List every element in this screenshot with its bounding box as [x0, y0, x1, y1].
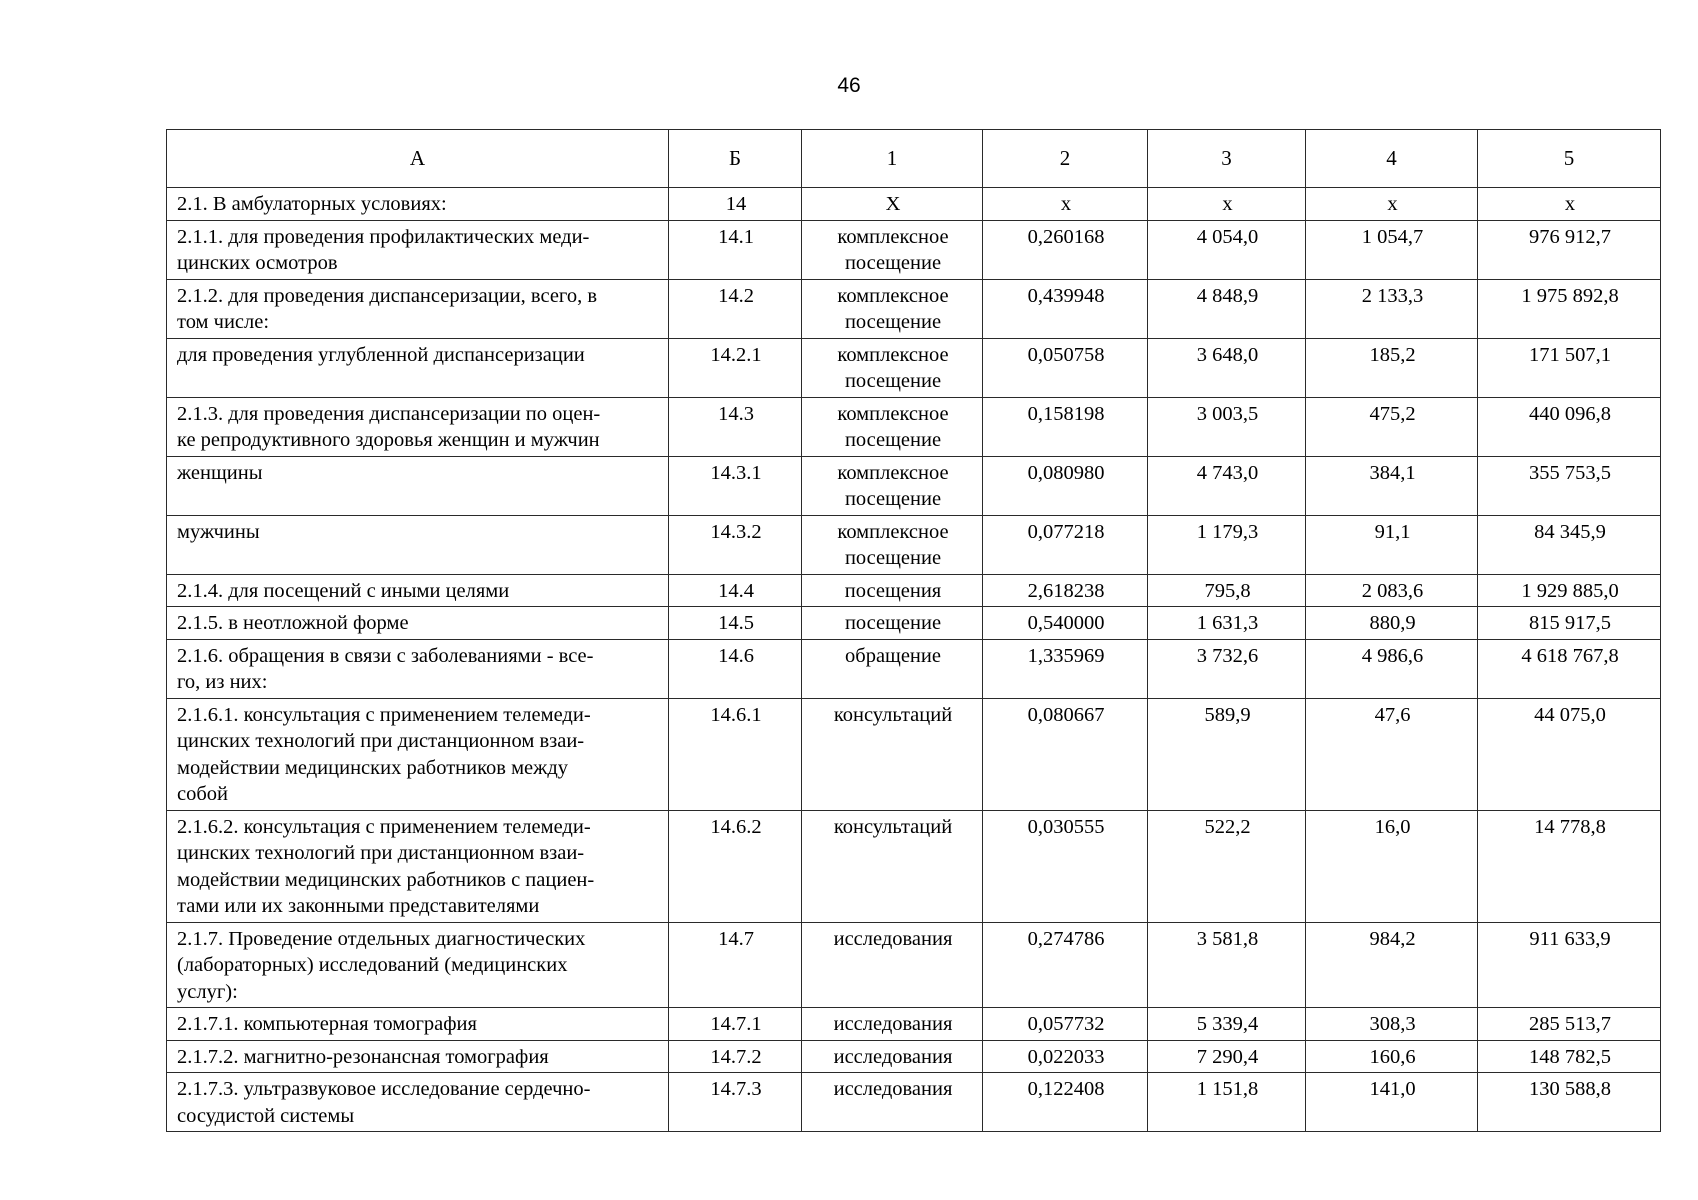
row-label-line: 2.1.5. в неотложной форме: [177, 612, 409, 634]
row-value-4: х: [1306, 188, 1478, 221]
row-label-line: 2.1.7. Проведение отдельных диагностических: [177, 927, 586, 950]
row-unit-cell: [802, 1040, 983, 1073]
row-value-4: 880,9: [1306, 607, 1478, 640]
row-label-line: для проведения углубленной диспансеризации: [177, 343, 585, 366]
row-code-cell: 14.7: [669, 922, 802, 1008]
row-unit-line: комплексное: [837, 225, 949, 248]
row-label-line: 2.1.7.1. компьютерная томография: [177, 1013, 477, 1035]
row-label-line: го, из них:: [177, 671, 268, 693]
column-header-3: 3: [1148, 130, 1306, 188]
row-unit-line: посещение: [844, 370, 942, 392]
row-code-cell: 14.3.1: [669, 456, 802, 515]
row-unit-line: комплексное: [837, 284, 949, 307]
row-value-2: 0,022033: [983, 1040, 1148, 1073]
row-label-line: 2.1.4. для посещений с иными целями: [177, 579, 510, 602]
table-row: [167, 279, 1661, 338]
row-code-cell: 14.6: [669, 639, 802, 698]
row-value-3: 7 290,4: [1148, 1040, 1306, 1073]
row-unit-line: обращение: [845, 644, 941, 667]
column-header-2: 2: [983, 130, 1148, 188]
row-label-cell: [167, 220, 669, 279]
row-code-cell: 14.3.2: [669, 515, 802, 574]
row-value-2: 0,260168: [983, 220, 1148, 279]
row-label-line: 2.1.6.1. консультация с применением телемеди-: [177, 703, 591, 726]
row-value-3: 3 003,5: [1148, 397, 1306, 456]
row-unit-line: посещение: [844, 547, 942, 569]
row-unit-line: комплексное: [837, 343, 949, 366]
row-unit-cell: [802, 639, 983, 698]
row-unit-cell: [802, 188, 983, 221]
row-value-4: 185,2: [1306, 338, 1478, 397]
row-unit-cell: [802, 1073, 983, 1132]
row-value-4: 47,6: [1306, 698, 1478, 810]
row-label-cell: [167, 698, 669, 810]
row-value-2: 1,335969: [983, 639, 1148, 698]
row-code-cell: 14.5: [669, 607, 802, 640]
row-value-3: 589,9: [1148, 698, 1306, 810]
row-label-line: (лабораторных) исследований (медицинских: [177, 954, 568, 976]
row-value-5: 171 507,1: [1478, 338, 1661, 397]
page-number: 46: [837, 74, 861, 97]
row-value-3: х: [1148, 188, 1306, 221]
row-value-2: 2,618238: [983, 574, 1148, 607]
row-unit-line: комплексное: [837, 402, 949, 425]
row-label-line: 2.1.7.2. магнитно-резонансная томография: [177, 1045, 549, 1068]
row-value-5: 355 753,5: [1478, 456, 1661, 515]
column-header-5: 5: [1478, 130, 1661, 188]
table-row: [167, 515, 1661, 574]
row-code-cell: 14.6.2: [669, 810, 802, 922]
table-row: [167, 1008, 1661, 1041]
row-unit-cell: [802, 338, 983, 397]
row-value-5: 1 975 892,8: [1478, 279, 1661, 338]
row-unit-cell: [802, 456, 983, 515]
row-value-5: х: [1478, 188, 1661, 221]
row-label-cell: [167, 1008, 669, 1041]
row-unit-line: исследования: [833, 1078, 953, 1100]
row-value-5: 285 513,7: [1478, 1008, 1661, 1041]
row-label-line: мужчины: [177, 520, 260, 543]
data-table: [166, 129, 1661, 1132]
row-value-4: 384,1: [1306, 456, 1478, 515]
column-header-4: 4: [1306, 130, 1478, 188]
row-unit-cell: [802, 607, 983, 640]
row-value-5: 14 778,8: [1478, 810, 1661, 922]
row-value-4: 1 054,7: [1306, 220, 1478, 279]
row-value-3: 1 631,3: [1148, 607, 1306, 640]
row-value-4: 2 133,3: [1306, 279, 1478, 338]
row-code-cell: 14.7.3: [669, 1073, 802, 1132]
row-label-line: 2.1.3. для проведения диспансеризации по оцен-: [177, 402, 601, 425]
row-label-cell: [167, 607, 669, 640]
table-row: [167, 639, 1661, 698]
row-value-2: 0,030555: [983, 810, 1148, 922]
row-value-3: 1 179,3: [1148, 515, 1306, 574]
row-label-cell: [167, 1040, 669, 1073]
row-label-line: 2.1.1. для проведения профилактических меди-: [177, 225, 590, 248]
table-row: [167, 338, 1661, 397]
row-label-cell: [167, 456, 669, 515]
row-value-2: х: [983, 188, 1148, 221]
row-label-line: цинских осмотров: [177, 252, 338, 274]
row-label-cell: [167, 279, 669, 338]
row-value-5: 440 096,8: [1478, 397, 1661, 456]
row-unit-cell: [802, 397, 983, 456]
row-value-4: 160,6: [1306, 1040, 1478, 1073]
row-unit-cell: [802, 220, 983, 279]
row-value-3: 4 743,0: [1148, 456, 1306, 515]
table-row: [167, 456, 1661, 515]
row-value-3: 1 151,8: [1148, 1073, 1306, 1132]
row-unit-line: исследования: [833, 1045, 953, 1068]
row-code-cell: 14.6.1: [669, 698, 802, 810]
row-value-3: 3 648,0: [1148, 338, 1306, 397]
table-row: [167, 1040, 1661, 1073]
row-label-line: цинских технологий при дистанционном взаи-: [177, 730, 585, 752]
row-label-line: 2.1.2. для проведения диспансеризации, всего, в: [177, 284, 597, 307]
row-code-cell: 14.4: [669, 574, 802, 607]
row-value-5: 911 633,9: [1478, 922, 1661, 1008]
row-value-2: 0,077218: [983, 515, 1148, 574]
row-value-3: 3 581,8: [1148, 922, 1306, 1008]
row-label-cell: [167, 922, 669, 1008]
row-label-line: 2.1.6.2. консультация с применением телемеди-: [177, 815, 591, 838]
row-label-cell: [167, 397, 669, 456]
row-value-3: 4 054,0: [1148, 220, 1306, 279]
row-unit-line: посещение: [844, 612, 942, 634]
row-value-5: 4 618 767,8: [1478, 639, 1661, 698]
row-code-cell: 14: [669, 188, 802, 221]
row-code-cell: 14.7.1: [669, 1008, 802, 1041]
row-code-cell: 14.2.1: [669, 338, 802, 397]
row-label-line: цинских технологий при дистанционном взаи-: [177, 842, 585, 864]
column-header-1: 1: [802, 130, 983, 188]
row-unit-line: Х: [885, 193, 901, 215]
row-value-5: 148 782,5: [1478, 1040, 1661, 1073]
row-label-line: собой: [177, 783, 228, 805]
row-value-2: 0,080667: [983, 698, 1148, 810]
row-value-2: 0,158198: [983, 397, 1148, 456]
row-value-4: 91,1: [1306, 515, 1478, 574]
row-label-line: модействии медицинских работников между: [177, 756, 569, 779]
row-value-3: 4 848,9: [1148, 279, 1306, 338]
row-value-4: 16,0: [1306, 810, 1478, 922]
row-label-cell: [167, 338, 669, 397]
row-unit-line: исследования: [833, 1013, 953, 1035]
table-row: [167, 397, 1661, 456]
row-unit-line: посещение: [844, 488, 942, 510]
row-unit-line: посещение: [844, 311, 942, 333]
row-value-3: 795,8: [1148, 574, 1306, 607]
row-unit-cell: [802, 1008, 983, 1041]
row-label-line: сосудистой системы: [177, 1104, 355, 1127]
row-value-2: 0,122408: [983, 1073, 1148, 1132]
row-label-cell: [167, 515, 669, 574]
row-value-2: 0,080980: [983, 456, 1148, 515]
row-label-cell: [167, 574, 669, 607]
row-label-cell: [167, 639, 669, 698]
table-row: [167, 922, 1661, 1008]
table-row: [167, 574, 1661, 607]
row-value-5: 44 075,0: [1478, 698, 1661, 810]
row-code-cell: 14.3: [669, 397, 802, 456]
row-value-2: 0,057732: [983, 1008, 1148, 1041]
row-value-3: 3 732,6: [1148, 639, 1306, 698]
column-header-a: А: [167, 130, 669, 188]
row-label-line: модействии медицинских работников с пациен-: [177, 868, 595, 891]
row-code-cell: 14.2: [669, 279, 802, 338]
row-label-line: женщины: [177, 461, 263, 484]
row-value-4: 4 986,6: [1306, 639, 1478, 698]
row-unit-line: комплексное: [837, 520, 949, 543]
column-header-b: Б: [669, 130, 802, 188]
row-label-line: 2.1.6. обращения в связи с заболеваниями - все-: [177, 644, 594, 667]
row-value-2: 0,439948: [983, 279, 1148, 338]
row-value-5: 976 912,7: [1478, 220, 1661, 279]
table-row: [167, 220, 1661, 279]
row-value-4: 984,2: [1306, 922, 1478, 1008]
row-label-line: тами или их законными представителями: [177, 895, 540, 917]
row-unit-cell: [802, 698, 983, 810]
row-value-5: 130 588,8: [1478, 1073, 1661, 1132]
row-unit-line: комплексное: [837, 461, 949, 484]
row-label-line: том числе:: [177, 311, 270, 333]
row-unit-line: посещения: [844, 579, 942, 602]
row-value-4: 475,2: [1306, 397, 1478, 456]
row-unit-line: консультаций: [833, 815, 953, 838]
row-value-2: 0,274786: [983, 922, 1148, 1008]
row-label-line: услуг):: [177, 980, 238, 1003]
row-label-line: 2.1.7.3. ультразвуковое исследование сердечно-: [177, 1078, 591, 1100]
row-unit-cell: [802, 515, 983, 574]
row-value-5: 84 345,9: [1478, 515, 1661, 574]
row-value-4: 2 083,6: [1306, 574, 1478, 607]
row-unit-line: посещение: [844, 429, 942, 451]
row-unit-line: посещение: [844, 252, 942, 274]
row-unit-line: исследования: [833, 927, 953, 950]
row-label-cell: [167, 1073, 669, 1132]
row-label-line: ке репродуктивного здоровья женщин и мужчин: [177, 429, 600, 451]
row-unit-cell: [802, 922, 983, 1008]
table-row: [167, 698, 1661, 810]
row-value-5: 815 917,5: [1478, 607, 1661, 640]
row-value-4: 308,3: [1306, 1008, 1478, 1041]
row-code-cell: 14.7.2: [669, 1040, 802, 1073]
row-label-line: 2.1. В амбулаторных условиях:: [177, 193, 447, 215]
row-code-cell: 14.1: [669, 220, 802, 279]
row-unit-line: консультаций: [833, 703, 953, 726]
row-value-3: 5 339,4: [1148, 1008, 1306, 1041]
row-unit-cell: [802, 279, 983, 338]
table-header-row: [167, 130, 1661, 188]
table-row: [167, 607, 1661, 640]
row-value-5: 1 929 885,0: [1478, 574, 1661, 607]
row-unit-cell: [802, 574, 983, 607]
row-value-2: 0,050758: [983, 338, 1148, 397]
row-value-2: 0,540000: [983, 607, 1148, 640]
row-value-4: 141,0: [1306, 1073, 1478, 1132]
table-body: [167, 130, 1661, 1132]
row-label-cell: [167, 188, 669, 221]
row-label-cell: [167, 810, 669, 922]
table-row: [167, 810, 1661, 922]
row-value-3: 522,2: [1148, 810, 1306, 922]
row-unit-cell: [802, 810, 983, 922]
table-row: [167, 1073, 1661, 1132]
table-row: [167, 188, 1661, 221]
